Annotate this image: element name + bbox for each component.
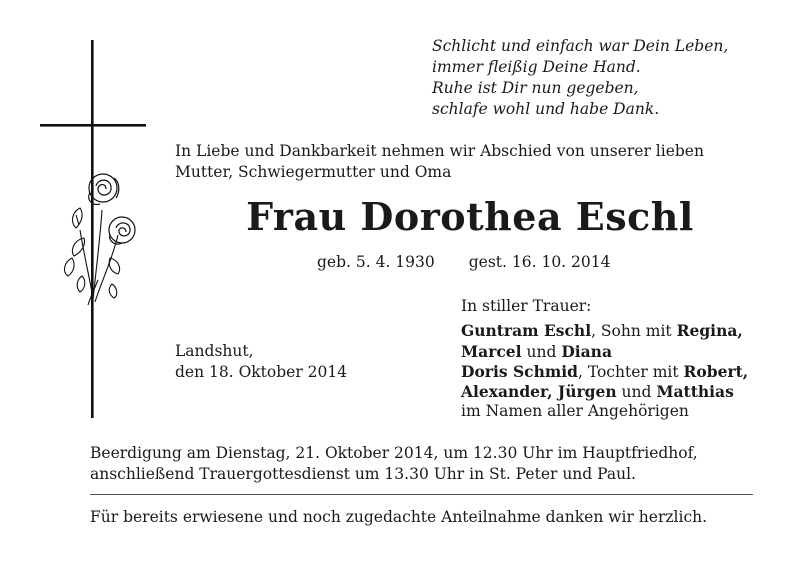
mourner-relation: , Sohn mit [591, 322, 677, 341]
place: Landshut, [175, 342, 254, 360]
birth-date: geb. 5. 4. 1930 [317, 253, 435, 271]
mourner-relation: und [521, 342, 562, 361]
thanks-text: Für bereits erwiesene und noch zugedachte Anteilnahme danken wir herzlich. [90, 508, 708, 526]
mourners-heading: In stiller Trauer: [461, 297, 592, 315]
date: den 18. Oktober 2014 [175, 363, 348, 381]
mourners-line [461, 382, 748, 402]
mourner-name: Doris Schmid [461, 361, 578, 381]
deceased-name: Frau Dorothea Eschl [246, 194, 694, 239]
mourner-name: Regina, [676, 321, 743, 341]
place-date [175, 341, 347, 383]
divider [90, 494, 753, 495]
mourner-name: Guntram Eschl [461, 321, 592, 341]
mourners-line [461, 362, 748, 382]
funeral-notice: Beerdigung am Dienstag, 21. Oktober 2014, um 12.30 Uhr im Hauptfriedhof, anschließend Trauergottesdienst um 13.30 Uhr in St. Peter und Paul. [90, 444, 698, 483]
poem-line: immer fleißig Deine Hand. [432, 58, 641, 76]
mourner-relation: , Tochter mit [577, 362, 684, 381]
mourners-closing: im Namen aller Angehörigen [461, 402, 689, 421]
death-date: gest. 16. 10. 2014 [468, 253, 611, 271]
mourner-name: Matthias [656, 382, 734, 402]
mourners-line [461, 321, 748, 341]
poem-line: Ruhe ist Dir nun gegeben, [432, 79, 639, 97]
mourner-name: Robert, [683, 361, 749, 381]
poem [432, 36, 728, 120]
mourner-name: Alexander, Jürgen [461, 382, 617, 402]
poem-line: schlafe wohl und habe Dank. [432, 100, 660, 118]
mourners-line [461, 342, 748, 362]
poem-line: Schlicht und einfach war Dein Leben, [432, 37, 729, 55]
mourner-name: Marcel [461, 341, 522, 361]
mourner-relation: und [616, 383, 657, 402]
life-dates [317, 252, 610, 273]
intro-text: In Liebe und Dankbarkeit nehmen wir Abschied von unserer lieben Mutter, Schwiegermutter und Oma [175, 142, 704, 181]
mourners-block [461, 297, 748, 422]
mourner-name: Diana [561, 341, 612, 361]
